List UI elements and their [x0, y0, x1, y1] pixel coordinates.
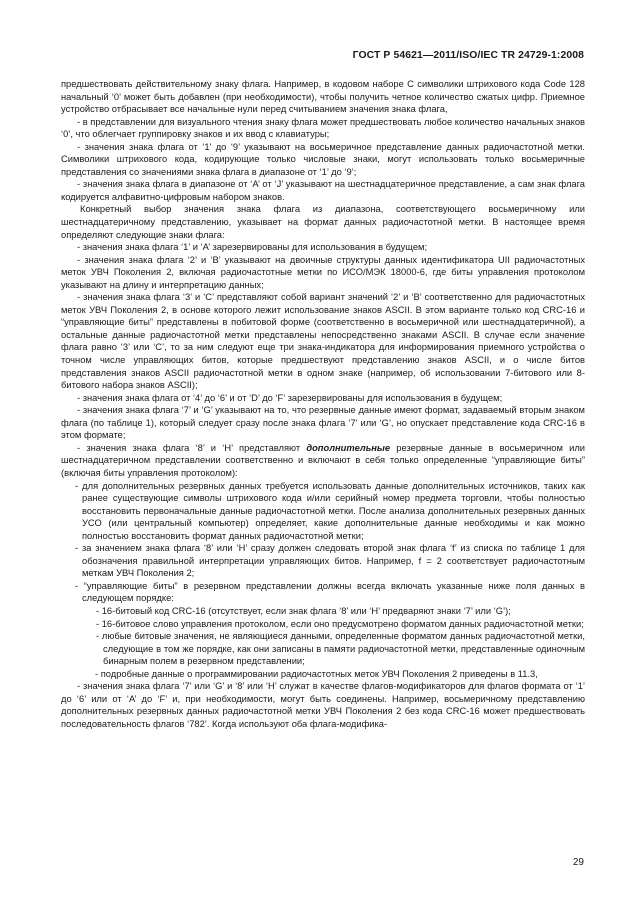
paragraph-text: резервные данные в восьмеричном или шестнадцатеричном представлении соответственно и включают в себя только определенные “управляющие биты” (включая биты управления протоколом): [61, 442, 585, 478]
page-number: 29 [572, 857, 584, 868]
paragraph: - любые битовые значения, не являющиеся данными, определенные форматом данных радиочастотной метки, следующие в том же порядке, как они записаны в памяти радиочастотной метки, представленные одиночным бинарным полем в резервном представлении; [96, 631, 585, 667]
paragraph: - в представлении для визуального чтения знаку флага может предшествовать любое количество начальных знаков ‘0’, что облегчает группировку знаков и их ввод с клавиатуры; [61, 116, 585, 140]
document-body [61, 78, 585, 730]
paragraph: предшествовать действительному знаку флага. Например, в кодовом наборе C символики штрихового кода Code 128 начальный ‘0’ может быть добавлен (при необходимости), чтобы получить четное количество сжатых цифр. Приемное устройство отбрасывает все начальные нули перед считыванием значения знака флага, [61, 79, 585, 115]
paragraph: - значения знака флага ‘1’ и ‘A’ зарезервированы для использования в будущем; [77, 242, 428, 253]
paragraph: - значения знака флага ‘7’ или ‘G’ и ‘8’ или ‘H’ служат в качестве флагов-модификаторов для флагов формата от ‘1’ до ‘6’ или от ‘A’ до ‘F’ и, при необходимости, могут быть соединены. Например, восьмеричному представлению дополнительных резервных данных радиочастотной метки УВЧ Поколения 2 без кода CRC-16 может предшествовать последовательность флагов ‘782’. Когда используют оба флага-модифика- [61, 681, 585, 729]
paragraph: - 16-битовый код CRC-16 (отсутствует, если знак флага ‘8’ или ‘H’ предваряют знаки ‘7’ или ‘G’); [96, 605, 511, 616]
paragraph: - значения знака флага ‘7’ и ‘G’ указывают на то, что резервные данные имеют формат, задаваемый вторым знаком флага (по таблице 1), который следует сразу после знака флага ‘7’ или ‘G’, но опускает представление кода CRC-16 в этом формате; [61, 405, 585, 441]
paragraph-text: - значения знака флага ‘8’ и ‘H’ представляют [77, 442, 307, 453]
paragraph: - подробные данные о программировании радиочастотных меток УВЧ Поколения 2 приведены в 11.3, [95, 668, 538, 679]
emphasized-term: дополнительные [306, 442, 391, 453]
paragraph: - “управляющие биты” в резервном представлении должны всегда включать указанные ниже поля данных в следующем порядке: [75, 580, 585, 604]
paragraph: - значения знака флага в диапазоне от ‘A’ от ‘J’ указывают на шестнадцатеричное представление, а сам знак флага кодируется алфавитно-цифровым набором знаков. [61, 179, 585, 202]
paragraph: - 16-битовое слово управления протоколом, если оно предусмотрено форматом данных радиочастотной метки; [96, 618, 584, 629]
paragraph: - значения знака флага ‘3’ и ‘C’ представляют собой вариант значений ‘2’ и ‘B’ соответственно для радиочастотных меток УВЧ Поколения 2, в основе которого лежит использование знаков ASCII. В этом варианте только код CRC-16 и “управляющие биты” представлены в побитовой форме (соответственно в восьмеричной или шестнадцатеричной), а остальные данные радиочастотной метки представлены непосредственно знаками ASCII. В случае если значение флага равно ‘3’ или ‘C’, то за ним следуют еще три знака-индикатора для информирования приемного устройства о точном числе управляющих битов, которые предшествуют представлению знаков ASCII, и о числе битов представления знаков ASCII радиочастотной метки в одном знаке (например, об использовании 7-битового или 8-битового набора знаков ASCII); [61, 292, 585, 391]
paragraph: - за значением знака флага ‘8’ или ‘H’ сразу должен следовать второй знак флага ‘f’ из списка по таблице 1 для обозначения правильной интерпретации управляющих битов. Например, f = 2 соответствует радиочастотным меткам УВЧ Поколения 2; [75, 543, 585, 579]
paragraph: Конкретный выбор значения знака флага из диапазона, соответствующего восьмеричному или шестнадцатеричному представлению, указывает на формат данных радиочастотной метки. В настоящее время определяют следующие знаки флага: [61, 204, 585, 240]
paragraph: - значения знака флага от ‘4’ до ‘6’ и от ‘D’ до ‘F’ зарезервированы для использования в будущем; [77, 392, 503, 403]
paragraph: - значения знака флага ‘2’ и ‘B’ указывают на двоичные структуры данных идентификатора UII радиочастотных меток УВЧ Поколения 2, включая радиочастотные метки по ИСО/МЭК 18000-6, где биты управления протоколом указывают на длину и интерпретацию данных; [61, 254, 585, 290]
paragraph [61, 442, 585, 480]
paragraph: - для дополнительных резервных данных требуется использовать данные дополнительных источников, таких как ранее существующие символы штрихового кода и/или серийный номер предмета торговли, чтобы полностью восстановить первоначальные данные радиочастотной метки. После анализа дополнительных резервных данных УСО (или центральный компьютер) определяет, какие дополнительные данные необходимы и как можно полностью восстановить формат данных радиочастотной метки; [75, 480, 585, 541]
paragraph: - значения знака флага от ‘1’ до ‘9’ указывают на восьмеричное представление данных радиочастотной метки. Символики штрихового кода, кодирующие только числовые знаки, могут использовать только восьмеричные представления со значениями знака флага в диапазоне от ‘1’ до ‘9’; [61, 141, 585, 177]
standard-header: ГОСТ Р 54621—2011/ISO/IEC TR 24729-1:2008 [352, 50, 584, 61]
